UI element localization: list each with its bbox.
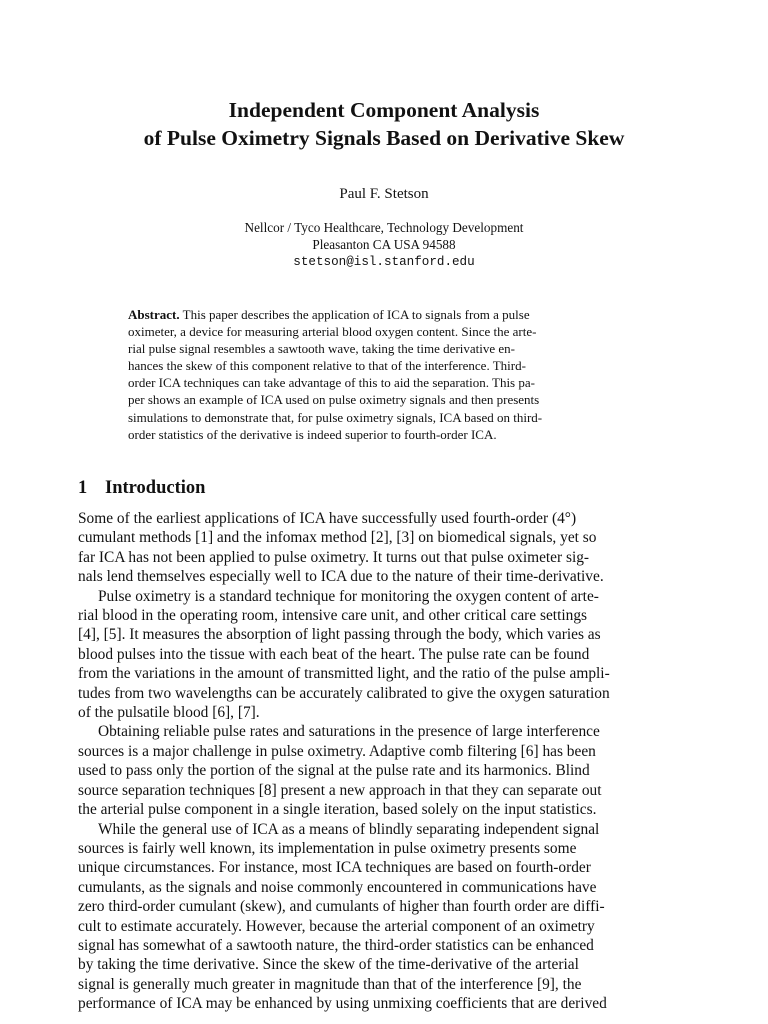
body-line: the arterial pulse component in a single iteration, based solely on the input statistics.	[78, 801, 597, 819]
body-line: by taking the time derivative. Since the skew of the time-derivative of the arterial	[78, 956, 579, 974]
affiliation-line: Nellcor / Tyco Healthcare, Technology Development	[244, 220, 524, 235]
body-line: Pulse oximetry is a standard technique for monitoring the oxygen content of arte-	[98, 587, 599, 605]
body-line: signal is generally much greater in magnitude than that of the interference [9], the	[78, 975, 582, 993]
body-line: cumulants, as the signals and noise commonly encountered in communications have	[78, 878, 597, 896]
body-line: from the variations in the amount of transmitted light, and the ratio of the pulse ampli-	[78, 665, 610, 683]
body-line: blood pulses into the tissue with each beat of the heart. The pulse rate can be found	[78, 645, 590, 663]
introduction-body	[78, 509, 686, 1014]
author-name: Paul F. Stetson	[339, 186, 429, 202]
body-line: [4], [5]. It measures the absorption of light passing through the body, which varies as	[78, 626, 601, 644]
body-line: far ICA has not been applied to pulse oximetry. It turns out that pulse oximeter sig-	[78, 548, 590, 566]
section-number: 1	[78, 478, 88, 498]
body-line: performance of ICA may be enhanced by using unmixing coefficients that are derived	[78, 995, 607, 1013]
body-line: tudes from two wavelengths can be accurately calibrated to give the oxygen saturation	[78, 684, 610, 702]
paper-title	[0, 96, 768, 152]
body-line: While the general use of ICA as a means of blindly separating independent signal	[98, 820, 600, 838]
body-line: cult to estimate accurately. However, because the arterial component of an oximetry	[78, 917, 595, 935]
abstract	[128, 306, 640, 443]
author-email[interactable]: stetson@isl.stanford.edu	[293, 254, 475, 269]
body-line: cumulant methods [1] and the infomax method [2], [3] on biomedical signals, yet so	[78, 529, 597, 547]
body-line: sources is fairly well known, its implementation in pulse oximetry presents some	[78, 839, 577, 857]
title-line-1: Independent Component Analysis	[228, 98, 540, 122]
body-line: signal has somewhat of a sawtooth nature, the third-order statistics can be enhanced	[78, 936, 594, 954]
body-line: Obtaining reliable pulse rates and saturations in the presence of large interference	[98, 723, 600, 741]
title-line-2: of Pulse Oximetry Signals Based on Derivative Skew	[143, 126, 625, 150]
body-line: nals lend themselves especially well to ICA due to the nature of their time-derivative.	[78, 568, 604, 586]
abstract-label: Abstract.	[128, 307, 180, 322]
affiliation-address: Pleasanton CA USA 94588	[312, 236, 456, 252]
abstract-line: hances the skew of this component relative to that of the interference. Third-	[128, 358, 526, 374]
body-line: sources is a major challenge in pulse oximetry. Adaptive comb filtering [6] has been	[78, 742, 596, 760]
abstract-line	[128, 306, 640, 323]
abstract-line: simulations to demonstrate that, for pulse oximetry signals, ICA based on third-	[128, 409, 543, 425]
abstract-line: rial pulse signal resembles a sawtooth wave, taking the time derivative en-	[128, 341, 515, 357]
abstract-line: per shows an example of ICA used on pulse oximetry signals and then presents	[128, 392, 540, 408]
body-line: unique circumstances. For instance, most ICA techniques are based on fourth-order	[78, 859, 591, 877]
body-line: used to pass only the portion of the signal at the pulse rate and its harmonics. Blind	[78, 762, 590, 780]
affiliation-block	[0, 220, 768, 270]
section-heading-introduction	[78, 476, 205, 500]
body-line: of the pulsatile blood [6], [7].	[78, 704, 260, 722]
body-line: source separation techniques [8] present a new approach in that they can separate out	[78, 781, 602, 799]
body-line: zero third-order cumulant (skew), and cumulants of higher than fourth order are diffi-	[78, 898, 605, 916]
section-title: Introduction	[105, 478, 206, 498]
body-line: rial blood in the operating room, intensive care unit, and other critical care settings	[78, 607, 588, 625]
abstract-line: oximeter, a device for measuring arterial blood oxygen content. Since the arte-	[128, 324, 537, 340]
abstract-line-text: This paper describes the application of ICA to signals from a pulse	[179, 307, 530, 322]
abstract-line: order ICA techniques can take advantage of this to aid the separation. This pa-	[128, 375, 535, 391]
abstract-line: order statistics of the derivative is indeed superior to fourth-order ICA.	[128, 426, 497, 442]
body-line: Some of the earliest applications of ICA have successfully used fourth-order (4°)	[78, 510, 577, 527]
